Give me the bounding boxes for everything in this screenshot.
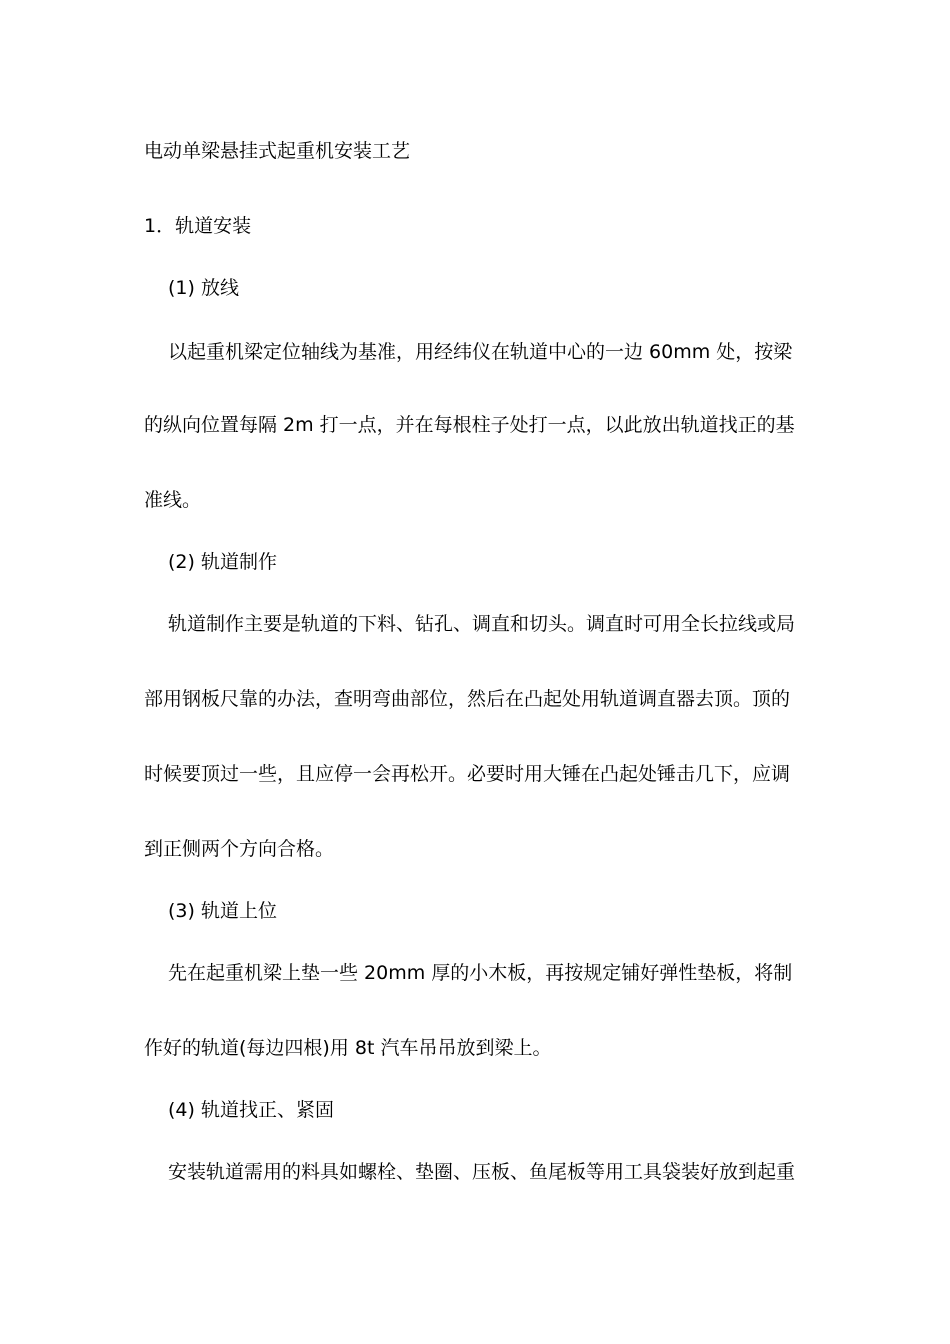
section-heading-1: 1．轨道安装: [144, 215, 252, 237]
subsection-heading-2: (2) 轨道制作: [168, 551, 277, 573]
paragraph-line: 部用钢板尺靠的办法，查明弯曲部位，然后在凸起处用轨道调直器去顶。顶的: [144, 688, 791, 710]
paragraph-line: 准线。: [144, 489, 202, 511]
subsection-heading-3: (3) 轨道上位: [168, 900, 277, 922]
paragraph-line: 作好的轨道(每边四根)用 8t 汽车吊吊放到梁上。: [144, 1037, 552, 1059]
paragraph-line: 安装轨道需用的料具如螺栓、垫圈、压板、鱼尾板等用工具袋装好放到起重: [168, 1161, 796, 1183]
paragraph-line: 时候要顶过一些，且应停一会再松开。必要时用大锤在凸起处锤击几下，应调: [144, 763, 791, 785]
document-title: 电动单梁悬挂式起重机安装工艺: [144, 140, 411, 162]
paragraph-line: 以起重机梁定位轴线为基准，用经纬仪在轨道中心的一边 60mm 处，按梁: [168, 341, 793, 363]
paragraph-line: 的纵向位置每隔 2m 打一点，并在每根柱子处打一点，以此放出轨道找正的基: [144, 414, 795, 436]
subsection-heading-1: (1) 放线: [168, 277, 239, 299]
subsection-heading-4: (4) 轨道找正、紧固: [168, 1099, 334, 1121]
paragraph-line: 轨道制作主要是轨道的下料、钻孔、调直和切头。调直时可用全长拉线或局: [168, 613, 796, 635]
paragraph-line: 先在起重机梁上垫一些 20mm 厚的小木板，再按规定铺好弹性垫板，将制: [168, 962, 793, 984]
paragraph-line: 到正侧两个方向合格。: [144, 838, 335, 860]
